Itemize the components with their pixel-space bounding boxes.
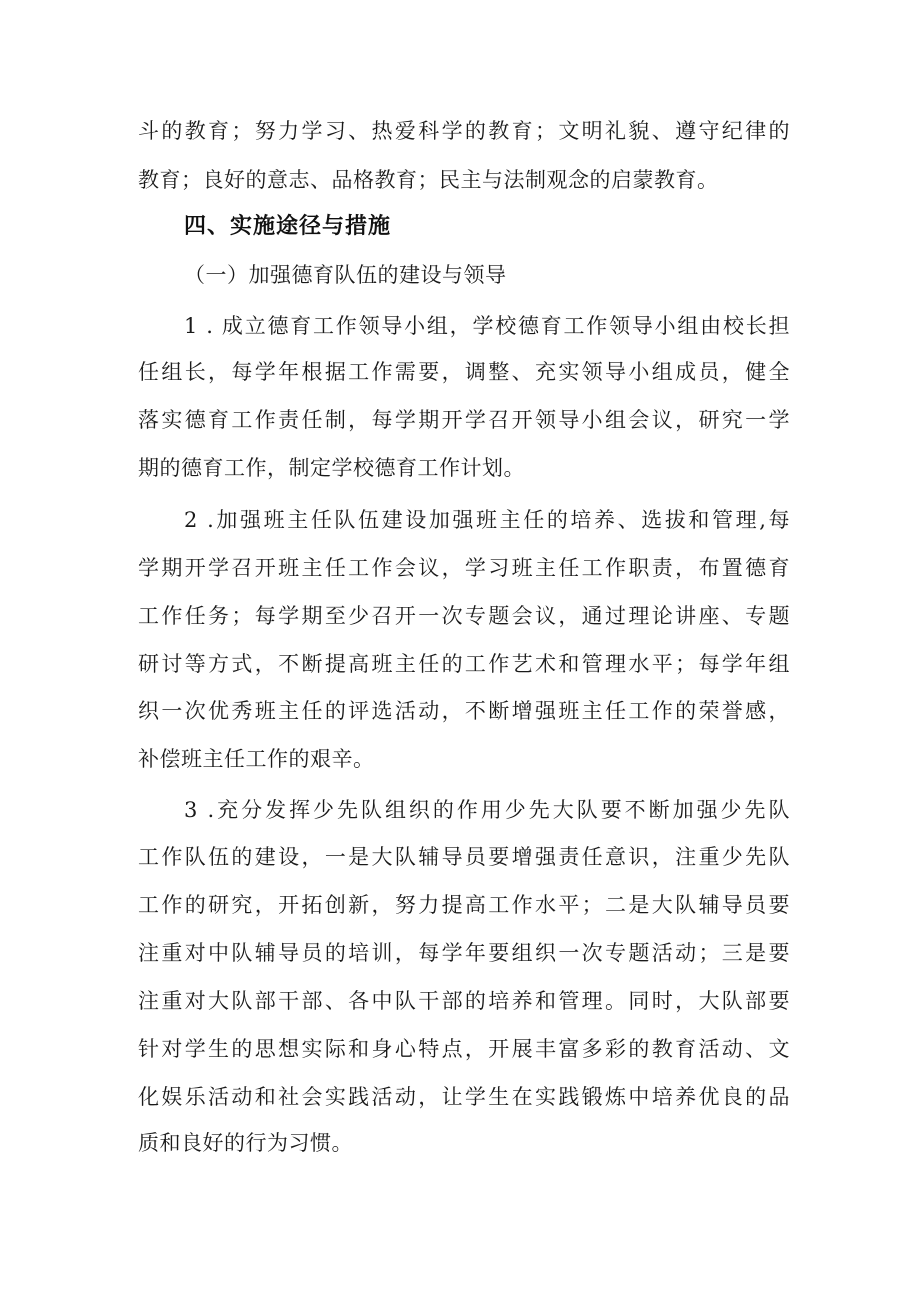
item1-line-2: 任组长，每学年根据工作需要，调整、充实领导小组成员，健全: [138, 360, 790, 384]
intro-line-1: 斗的教育；努力学习、热爱科学的教育；文明礼貌、遵守纪律的: [138, 119, 790, 143]
item2-line-1: 2 .加强班主任队伍建设加强班主任的培养、选拔和管理,每: [184, 508, 790, 532]
item2-line-3: 工作任务；每学期至少召开一次专题会议，通过理论讲座、专题: [138, 604, 790, 628]
item2-line-5: 织一次优秀班主任的评选活动，不断增强班主任工作的荣誉感，: [138, 699, 790, 723]
item3-line-8: 质和良好的行为习惯。: [138, 1131, 353, 1155]
item2-line-6: 补偿班主任工作的艰辛。: [138, 747, 375, 771]
section-subheading: （一）加强德育队伍的建设与领导: [184, 263, 507, 287]
item3-line-2: 工作队伍的建设，一是大队辅导员要增强责任意识，注重少先队: [138, 845, 790, 869]
item1-line-1: 1 . 成立德育工作领导小组，学校德育工作领导小组由校长担: [184, 314, 790, 338]
section-heading: 四、实施途径与措施: [184, 214, 392, 239]
item3-line-1: 3 .充分发挥少先队组织的作用少先大队要不断加强少先队: [184, 798, 790, 822]
item1-line-4: 期的德育工作，制定学校德育工作计划。: [138, 456, 525, 480]
item3-line-4: 注重对中队辅导员的培训，每学年要组织一次专题活动；三是要: [138, 941, 790, 965]
item3-line-7: 化娱乐活动和社会实践活动，让学生在实践锻炼中培养优良的品: [138, 1085, 790, 1109]
intro-line-2: 教育；良好的意志、品格教育；民主与法制观念的启蒙教育。: [138, 168, 719, 192]
item1-line-3: 落实德育工作责任制，每学期开学召开领导小组会议，研究一学: [138, 408, 790, 432]
item3-line-3: 工作的研究，开拓创新，努力提高工作水平；二是大队辅导员要: [138, 893, 790, 917]
item2-line-2: 学期开学召开班主任工作会议，学习班主任工作职责，布置德育: [138, 556, 790, 580]
item3-line-5: 注重对大队部干部、各中队干部的培养和管理。同时，大队部要: [138, 989, 790, 1013]
item3-line-6: 针对学生的思想实际和身心特点，开展丰富多彩的教育活动、文: [138, 1037, 790, 1061]
item2-line-4: 研讨等方式，不断提高班主任的工作艺术和管理水平；每学年组: [138, 652, 790, 676]
